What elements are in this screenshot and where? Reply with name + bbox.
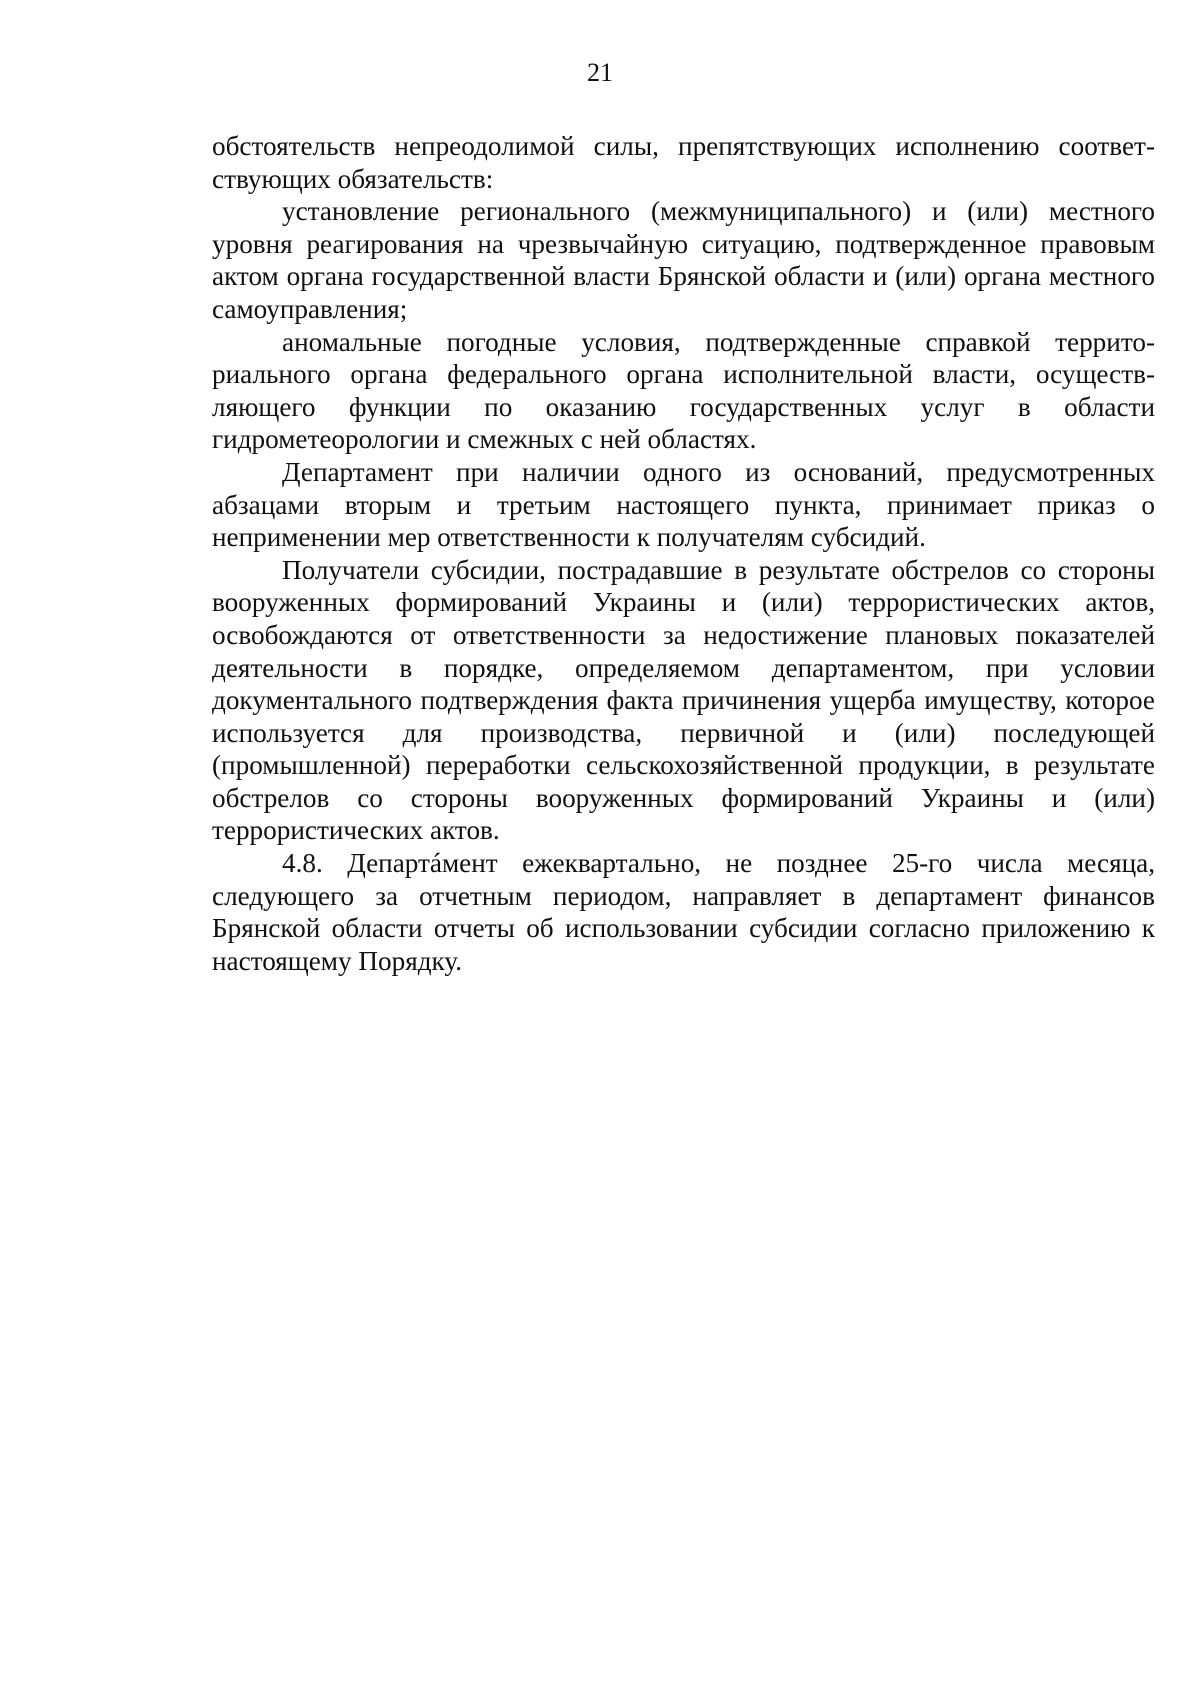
paragraph-force-majeure-continuation: обстоятельств непреодолимой силы, препятствующих исполнению соответствующих обязательств:	[212, 131, 1155, 194]
paragraph-shelling-exemption: Получатели субсидии, пострадавшие в результате обстрелов со стороны вооруженных формирований Украины и (или) террористических актов, освобождаются от ответственности за недостижение плановых показателей деятельности в порядке, определяемом департаментом, при условии документального подтверждения факта причинения ущерба имуществу, которое используется для производства, первичной и (или) последующей (промышленной) переработки сельскохозяйственной продукции, в результате обстрелов со стороны вооруженных формирований Украины и (или) террористических актов.	[212, 554, 1155, 846]
paragraph-emergency-level: установление регионального (межмуниципального) и (или) местного уровня реагирования на чрезвычайную ситуацию, подтвержденное правовым актом органа государственной власти Брянской области и (или) органа местного самоуправления;	[212, 196, 1155, 324]
paragraph-section-4-8: 4.8. Департáмент ежеквартально, не позднее 25-го числа месяца, следующего за отчетным периодом, направляет в департамент финансов Брянской области отчеты об использовании субсидии согласно приложению к настоящему Порядку.	[212, 848, 1155, 976]
paragraph-department-order: Департамент при наличии одного из оснований, предусмотренных абзацами вторым и третьим настоящего пункта, принимает приказ о неприменении мер ответственности к получателям субсидий.	[212, 456, 1155, 553]
paragraph-weather-conditions: аномальные погодные условия, подтвержденные справкой территориального органа федерального органа исполнительной власти, осуществляющего функции по оказанию государственных услуг в области гидрометеорологии и смежных с ней областях.	[212, 326, 1155, 455]
page-number: 21	[587, 58, 613, 87]
document-body	[212, 130, 1155, 977]
